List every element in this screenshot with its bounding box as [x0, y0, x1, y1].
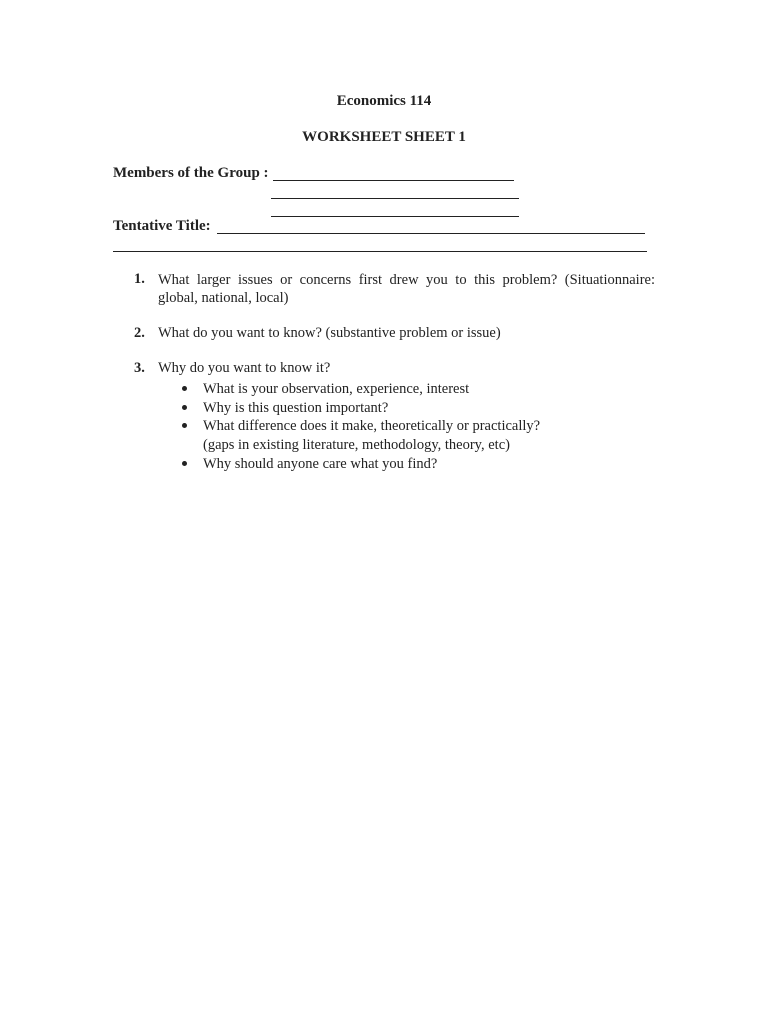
member-line-1[interactable] [273, 180, 514, 181]
question-2-text: What do you want to know? (substantive problem or issue) [158, 325, 501, 341]
member-line-2[interactable] [271, 198, 519, 199]
bullet-item: Why should anyone care what you find? [203, 456, 438, 472]
title-line-2[interactable] [113, 251, 647, 252]
bullet-item: What difference does it make, theoretically or practically? [203, 418, 541, 434]
course-title: Economics 114 [336, 93, 432, 109]
bullet-marker [182, 461, 187, 466]
title-line-1[interactable] [217, 233, 645, 234]
question-2-number: 2. [134, 325, 145, 341]
question-1-text: What larger issues or concerns first drew you to this problem? (Situationnaire: global, national, local) [158, 272, 655, 306]
bullet-item-continuation: (gaps in existing literature, methodology, theory, etc) [203, 437, 510, 453]
tentative-title-label: Tentative Title: [113, 218, 211, 234]
member-line-3[interactable] [271, 216, 519, 217]
bullet-marker [182, 423, 187, 428]
bullet-marker [182, 386, 187, 391]
members-label: Members of the Group : [113, 165, 269, 181]
bullet-marker [182, 405, 187, 410]
question-3-text: Why do you want to know it? [158, 360, 331, 376]
bullet-item: Why is this question important? [203, 400, 389, 416]
worksheet-title: WORKSHEET SHEET 1 [302, 129, 466, 145]
question-3-number: 3. [134, 360, 145, 376]
question-1-number: 1. [134, 271, 145, 287]
bullet-item: What is your observation, experience, interest [203, 381, 470, 397]
